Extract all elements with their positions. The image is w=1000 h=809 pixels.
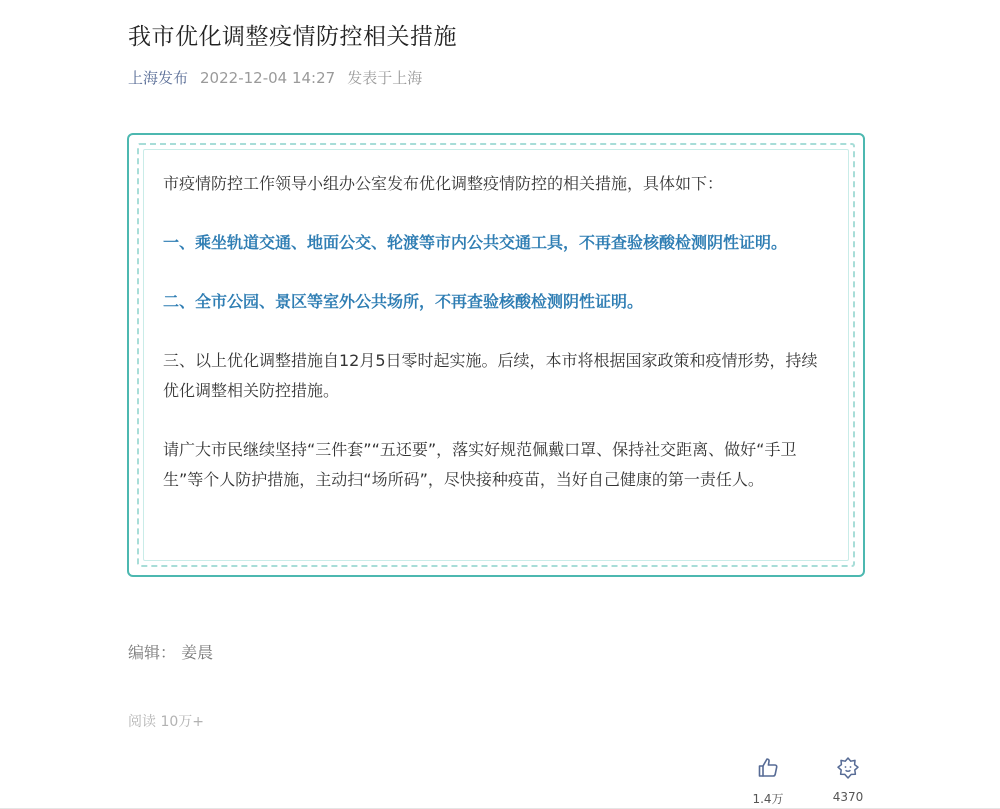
publish-datetime: 2022-12-04 14:27 xyxy=(200,68,336,87)
thumbs-up-icon xyxy=(756,756,780,784)
author-link[interactable]: 上海发布 xyxy=(128,69,189,87)
wow-count: 4370 xyxy=(832,790,864,804)
like-button[interactable] xyxy=(746,756,790,807)
reaction-bar xyxy=(746,756,870,807)
paragraph-measure-1: 一、乘坐轨道交通、地面公交、轮渡等市内公共交通工具，不再查验核酸检测阴性证明。 xyxy=(163,233,788,252)
paragraph-intro: 市疫情防控工作领导小组办公室发布优化调整疫情防控的相关措施，具体如下： xyxy=(163,174,724,193)
editor-credit: 编辑： 姜晨 xyxy=(128,643,214,662)
article-meta xyxy=(128,67,422,88)
article-title: 我市优化调整疫情防控相关措施 xyxy=(128,24,457,50)
content-card xyxy=(127,133,865,577)
paragraph-measure-2: 二、全市公园、景区等室外公共场所，不再查验核酸检测阴性证明。 xyxy=(163,292,644,311)
publish-location: 发表于上海 xyxy=(347,69,423,87)
paragraph-measure-3: 三、以上优化调整措施自12月5日零时起实施。后续，本市将根据国家政策和疫情形势，持续优化调整相关防控措施。 xyxy=(163,351,818,400)
wow-button[interactable] xyxy=(826,756,870,807)
wow-icon xyxy=(836,756,860,784)
paragraph-appeal: 请广大市民继续坚持“三件套”“五还要”，落实好规范佩戴口罩、保持社交距离、做好“手卫生”等个人防护措施，主动扫“场所码”，尽快接种疫苗，当好自己健康的第一责任人。 xyxy=(163,440,797,489)
card-content xyxy=(163,169,833,524)
read-count: 阅读 10万+ xyxy=(128,714,204,730)
like-count: 1.4万 xyxy=(752,792,784,806)
